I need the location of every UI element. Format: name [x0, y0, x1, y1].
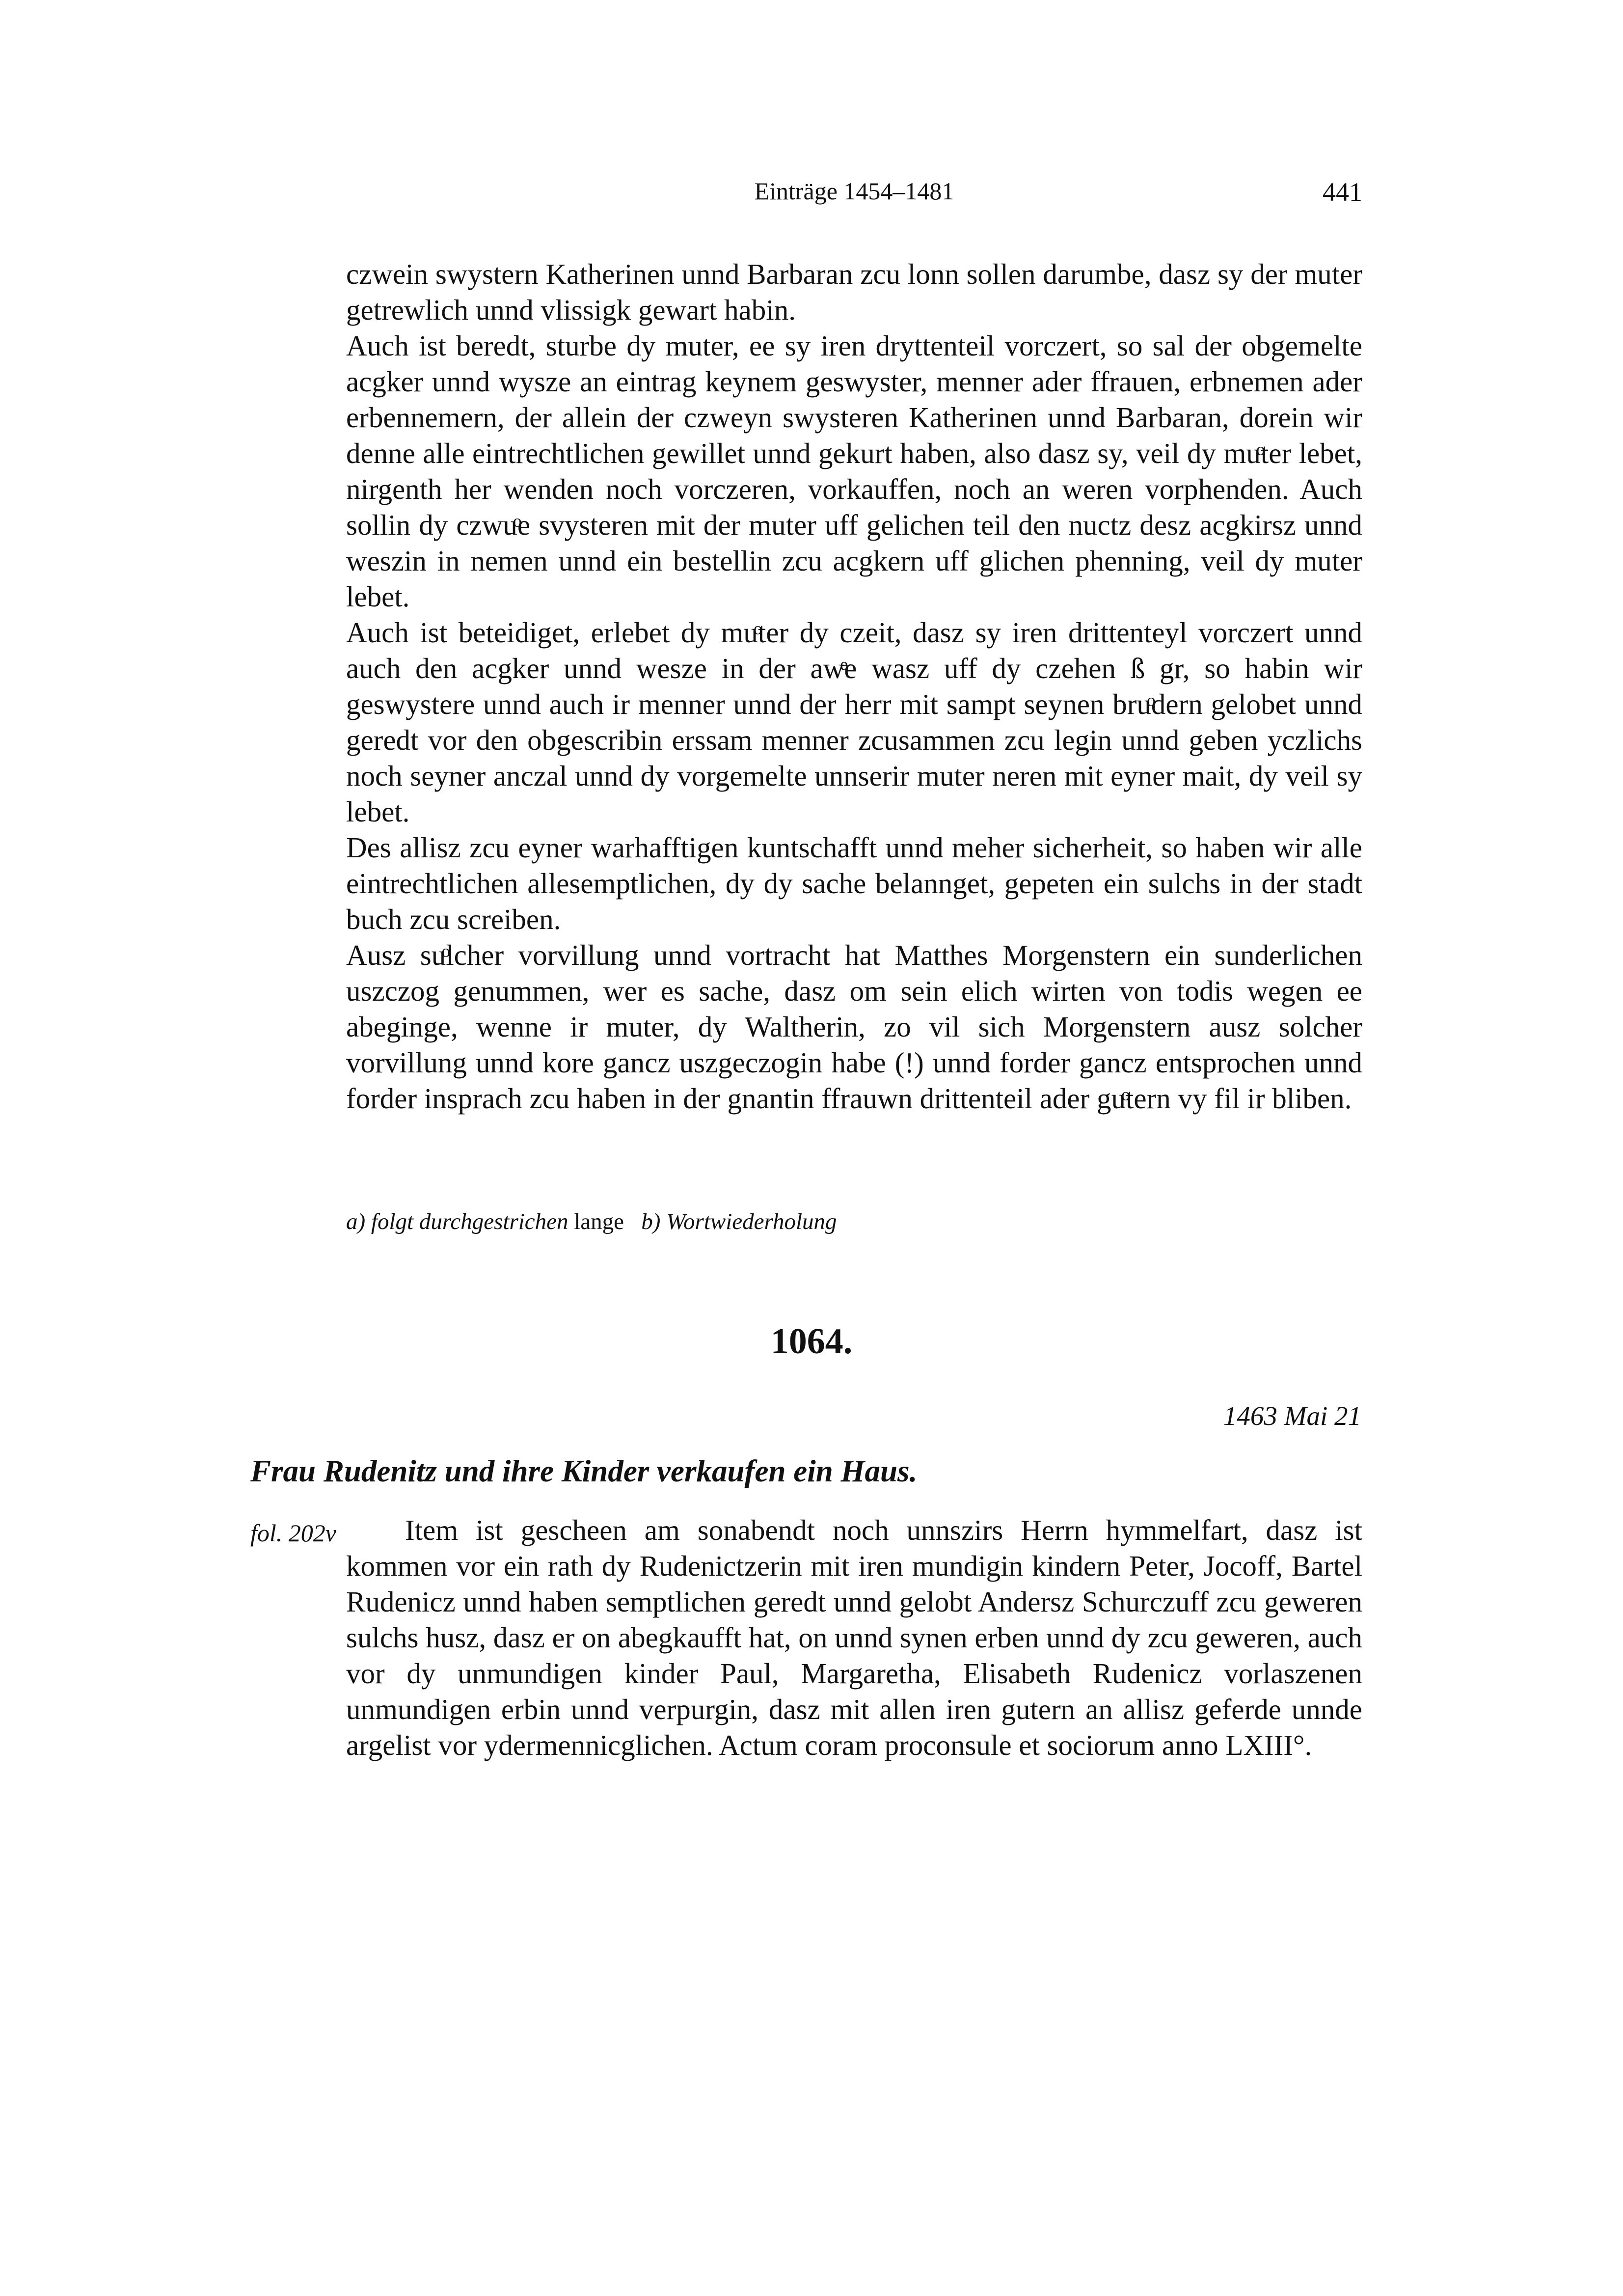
footnote-b-label: b) Wortwiederholung	[641, 1209, 837, 1234]
entry-text	[346, 1512, 1362, 1763]
running-title: Einträge 1454–1481	[754, 177, 954, 205]
entry-title: Frau Rudenitz und ihre Kinder verkaufen ein Haus.	[250, 1454, 918, 1488]
page-header	[346, 177, 1362, 216]
paragraph: Des allisz zcu eyner warhafftigen kuntschafft unnd meher sicherheit, so haben wir alle eintrechtlichen allesemptlichen, dy dy sache belannget, gepeten ein sulchs in der stadt buch zcu screiben.	[346, 831, 1362, 935]
paragraph: Ausz suͦlcher vorvillung unnd vortracht hat Matthes Morgenstern ein sunderlichen uszczog genummen, wer es sache, dasz om sein elich wirten von todis wegen ee abeginge, wenne ir muter, dy Waltherin, zo vil sich Morgenstern ausz solcher vorvillung unnd kore gancz uszgeczogin habe (!) unnd forder gancz entsprochen unnd forder insprach zcu haben in der gnantin ffrauwn drittenteil ader guͦtern vy fil ir bliben.	[346, 939, 1362, 1115]
entry-number: 1064.	[770, 1321, 853, 1362]
paragraph: Auch ist beteidiget, erlebet dy muͦter dy czeit, dasz sy iren drittenteyl vorczert unnd auch den acgker unnd wesze in der awͤe wasz uff dy czehen ß gr, so habin wir geswystere unnd auch ir menner unnd der herr mit sampt seynen bruͦdern gelobet unnd geredt vor den obgescribin erssam menner zcusammen zcu legin unnd geben yczlichs noch seyner anczal unnd dy vorgemelte unnserir muter neren mit eyner mait, dy veil sy lebet.	[346, 616, 1362, 828]
continued-entry-text	[346, 256, 1362, 1117]
footnote-a-text: lange	[574, 1209, 624, 1234]
page-number: 441	[1323, 177, 1362, 207]
paragraph: czwein swystern Katherinen unnd Barbaran zcu lonn sollen darumbe, dasz sy der muter getrewlich unnd vlissigk gewart habin.	[346, 258, 1362, 326]
footnote-a-label: a) folgt durchgestrichen	[346, 1209, 568, 1234]
entry-date: 1463 Mai 21	[1223, 1401, 1361, 1431]
entry-paragraph: Item ist gescheen am sonabendt noch unnszirs Herrn hymmelfart, dasz ist kommen vor ein rath dy Rudenictzerin mit iren mundigin kindern Peter, Jocoff, Bartel Rudenicz unnd haben semptlichen geredt unnd gelobt Andersz Schurczuff zcu geweren sulchs husz, dasz er on abegkaufft hat, on unnd synen erben unnd dy zcu geweren, auch vor dy unmundigen kinder Paul, Margaretha, Elisabeth Rudenicz vorlaszenen unmundigen erbin unnd verpurgin, dasz mit allen iren gutern an allisz geferde unnde argelist vor ydermennicglichen. Actum coram proconsule et sociorum anno LXIII°.	[346, 1514, 1362, 1761]
folio-reference: fol. 202v	[250, 1519, 336, 1547]
footnotes	[346, 1207, 837, 1236]
paragraph: Auch ist beredt, sturbe dy muter, ee sy iren dryttenteil vorczert, so sal der obgemelte acgker unnd wysze an eintrag keynem geswyster, menner ader ffrauen, erbnemen ader erbennemern, der allein der czweyn swysteren Katherinen unnd Barbaran, dorein wir denne alle eintrechtlichen gewillet unnd gekurt haben, also dasz sy, veil dy muͦter lebet, nirgenth her wenden noch vorczeren, vorkauffen, noch an weren vorphenden. Auch sollin dy czwuͦe svysteren mit der muter uff gelichen teil den nuctz desz acgkirsz unnd weszin in nemen unnd ein bestellin zcu acgkern uff glichen phenning, veil dy muter lebet.	[346, 329, 1362, 613]
